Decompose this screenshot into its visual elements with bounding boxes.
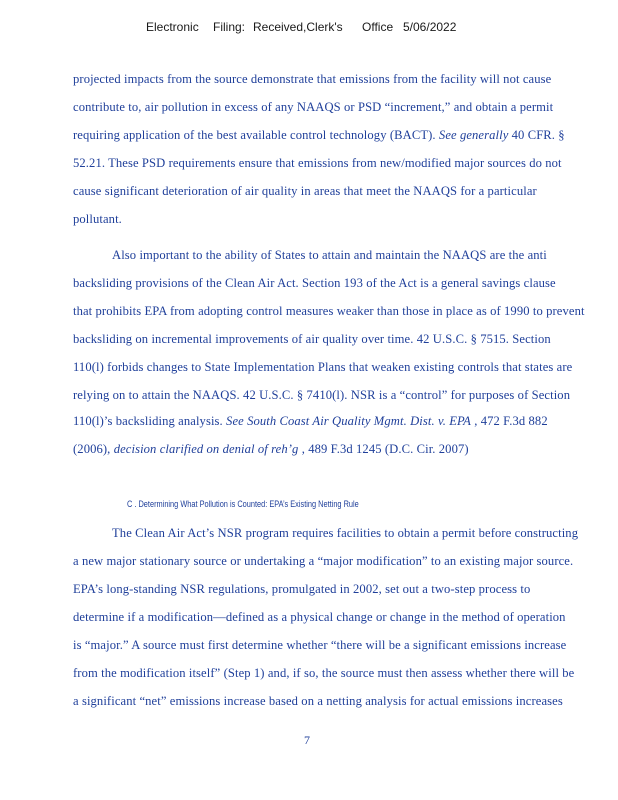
text-line: contribute to, air pollution in excess of any NAAQS or PSD “increment,” and obtain a permit [73,100,554,114]
header-date: 5/06/2022 [403,20,457,34]
text-line: is “major.” A source must first determine whether “there will be a significant emissions increase [73,638,567,652]
text-run: (2006), [73,442,114,456]
text-run: requiring application of the best available control technology (BACT). [73,128,439,142]
text-run: , 489 F.3d 1245 (D.C. Cir. 2007) [298,442,469,456]
text-line [73,128,565,143]
text-line [73,414,548,429]
text-run: , 472 F.3d 882 [470,414,548,428]
case-citation: See South Coast Air Quality Mgmt. Dist. v. EPA [226,414,471,428]
page-number: 7 [304,733,310,747]
text-line: from the modification itself” (Step 1) and, if so, the source must then assess whether there will be [73,666,575,680]
header-received: Received,Clerk's [253,20,343,34]
header-office: Office [362,20,394,34]
text-line: 110(l) forbids changes to State Implementation Plans that weaken existing controls that states are [73,360,573,374]
citation-signal: See generally [438,128,509,142]
text-run: 110(l)’s backsliding analysis. [73,414,227,428]
text-line: a new major stationary source or undertaking a “major modification” to an existing major source. [73,554,574,568]
filing-header [0,20,618,36]
text-line: Also important to the ability of States to attain and maintain the NAAQS are the anti [112,248,547,262]
text-line: cause significant deterioration of air quality in areas that meet the NAAQS for a particular [73,184,537,198]
text-line: 52.21. These PSD requirements ensure that emissions from new/modified major sources do not [73,156,562,170]
text-line [73,442,469,457]
case-history: decision clarified on denial of reh’g [113,442,299,456]
text-line: pollutant. [73,212,122,226]
text-run: 40 CFR. § [508,128,565,142]
section-heading: C . Determining What Pollution is Counted: EPA’s Existing Netting Rule [127,499,359,509]
text-line: backsliding provisions of the Clean Air Act. Section 193 of the Act is a general savings clause [73,276,556,290]
text-line: backsliding on incremental improvements of air quality over time. 42 U.S.C. § 7515. Section [73,332,551,346]
text-line: relying on to attain the NAAQS. 42 U.S.C. § 7410(l). NSR is a “control” for purposes of Section [73,388,571,402]
text-line: that prohibits EPA from adopting control measures weaker than those in place as of 1990 to prevent [73,304,585,318]
header-filing: Filing: [213,20,246,34]
text-line: EPA’s long-standing NSR regulations, promulgated in 2002, set out a two-step process to [73,582,531,596]
header-electronic: Electronic [146,20,199,34]
text-line: The Clean Air Act’s NSR program requires facilities to obtain a permit before constructing [112,526,579,540]
text-line: projected impacts from the source demonstrate that emissions from the facility will not cause [73,72,552,86]
text-line: determine if a modification—defined as a physical change or change in the method of operation [73,610,566,624]
text-line: a significant “net” emissions increase based on a netting analysis for actual emissions increases [73,694,563,708]
